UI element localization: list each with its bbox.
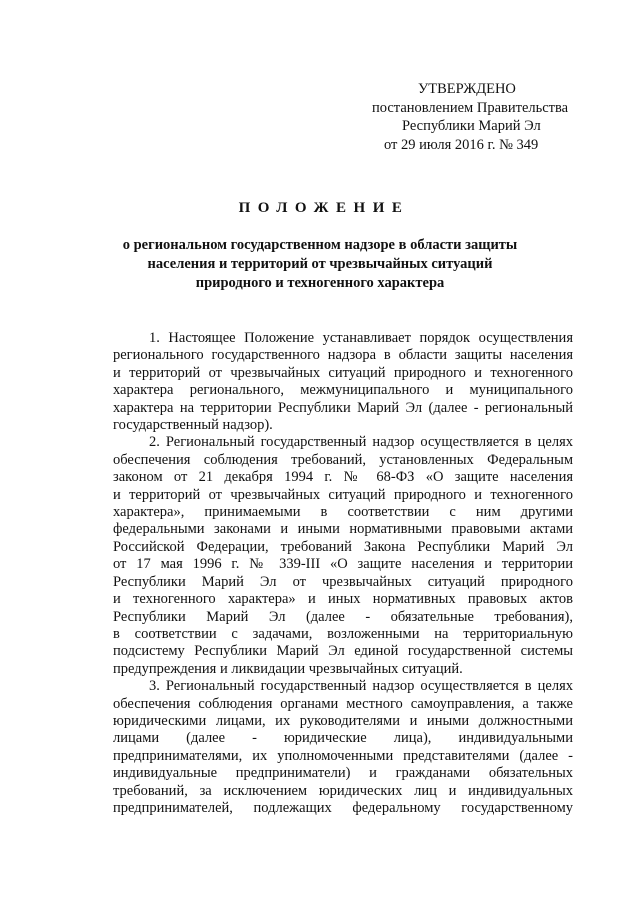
text-line: 2. Региональный государственный надзор осуществляется в целях: [149, 434, 573, 451]
text-line: предпринимателей, подлежащих федеральному государственному: [113, 799, 573, 816]
text-line: и территорий от чрезвычайных ситуаций природного и техногенного: [113, 486, 573, 503]
paragraph-2: [113, 434, 573, 678]
text-line: обеспечения соблюдения требований, установленных Федеральным: [113, 451, 573, 468]
text-line: и территорий от чрезвычайных ситуаций природного и техногенного: [113, 364, 573, 381]
document-title: ПОЛОЖЕНИЕ: [238, 200, 410, 216]
text-line: федеральными законами и иными нормативными правовыми актами: [113, 521, 573, 538]
document-subtitle: [110, 236, 530, 293]
text-line: подсистему Республики Марий Эл единой государственной системы: [113, 643, 573, 660]
subtitle-line: населения и территорий от чрезвычайных ситуаций: [147, 256, 493, 272]
subtitle-line: о региональном государственном надзоре в области защиты: [122, 237, 518, 253]
text-line: регионального государственного надзора в области защиты населения: [113, 347, 573, 364]
text-line: характера», принимаемыми в соответствии с ним другими: [113, 504, 573, 521]
paragraph-3: [113, 678, 573, 817]
text-line: Российской Федерации, требований Закона Республики Марий Эл: [113, 538, 573, 555]
approval-date-number: от 29 июля 2016 г. № 349: [384, 136, 539, 153]
text-line: характера на территории Республики Марий Эл (далее - региональный: [113, 399, 573, 416]
text-line: обеспечения соблюдения органами местного самоуправления, а также: [113, 695, 573, 712]
text-line: и техногенного характера» и иных нормативных правовых актов: [113, 591, 573, 608]
text-line: характера регионального, межмуниципального и муниципального: [113, 382, 573, 399]
text-line: в соответствии с задачами, возложенными на территориальную: [113, 625, 573, 642]
document-body: [113, 330, 573, 817]
approval-authority: Республики Марий Эл: [402, 118, 541, 134]
text-line: 1. Настоящее Положение устанавливает порядок осуществления: [149, 330, 573, 346]
text-line: законом от 21 декабря 1994 г. № 68-ФЗ «О защите населения: [113, 469, 573, 486]
text-line: Республики Марий Эл (далее - обязательные требования),: [113, 608, 573, 625]
approval-heading: УТВЕРЖДЕНО: [418, 81, 516, 97]
text-line: предупреждения и ликвидации чрезвычайных ситуаций.: [113, 660, 463, 677]
approval-resolution: постановлением Правительства: [372, 99, 569, 116]
text-line: требований, за исключением юридических лиц и индивидуальных: [113, 782, 573, 799]
text-line: 3. Региональный государственный надзор осуществляется в целях: [149, 678, 573, 695]
subtitle-line: природного и техногенного характера: [195, 275, 445, 291]
approval-stamp: [372, 80, 602, 154]
text-line: государственный надзор).: [113, 417, 273, 434]
text-line: юридическими лицами, их руководителями и иными должностными: [113, 712, 573, 729]
paragraph-1: [113, 330, 573, 434]
text-line: лицами (далее - юридические лица), индивидуальными: [113, 730, 573, 747]
text-line: от 17 мая 1996 г. № 339-III «О защите населения и территории: [113, 556, 573, 573]
text-line: предпринимателями, их уполномоченными представителями (далее -: [113, 747, 573, 764]
text-line: индивидуальные предприниматели) и гражданами обязательных: [113, 765, 573, 782]
text-line: Республики Марий Эл от чрезвычайных ситуаций природного: [113, 573, 573, 590]
